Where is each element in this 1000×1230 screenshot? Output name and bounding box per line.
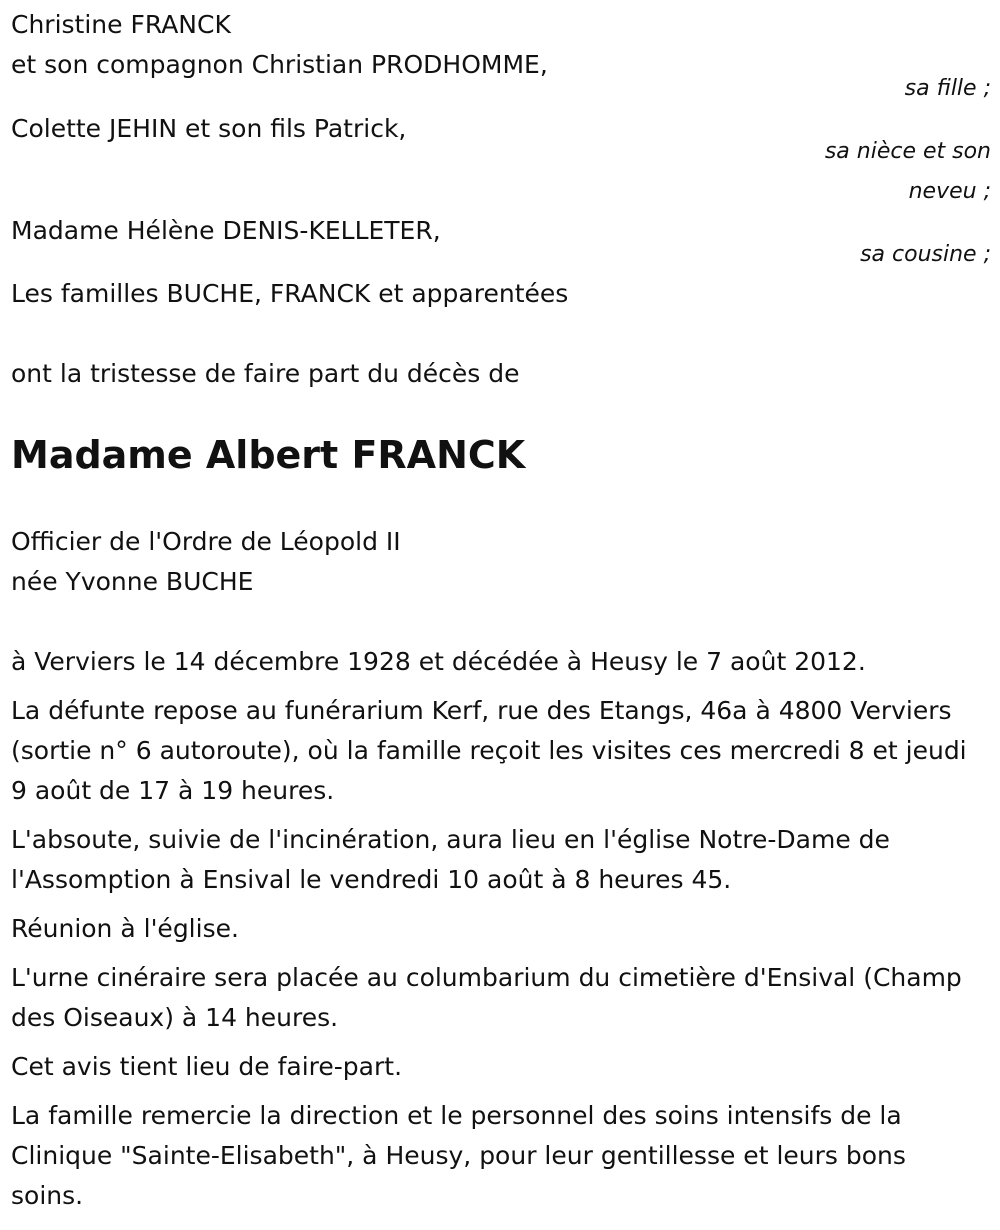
relation-daughter: sa fille ; [904,76,991,101]
family-line-daughter: Christine FRANCK [11,10,231,39]
paragraph-thanks: La famille remercie la direction et le personnel des soins intensifs de la Clinique "Sainte-Elisabeth", à Heusy, pour leur gentillesse et leurs bons soins. [11,1101,906,1210]
paragraph-notice: Cet avis tient lieu de faire-part. [11,1052,403,1081]
paragraph-visits: La défunte repose au funérarium Kerf, rue des Etangs, 46a à 4800 Verviers (sortie n° 6 autoroute), où la famille reçoit les visites ces mercredi 8 et jeudi 9 août de 17 à 19 heures. [11,696,967,805]
relation-cousin: sa cousine ; [860,242,991,267]
notice-body [11,642,971,1216]
paragraph-birth: à Verviers le 14 décembre 1928 et décédée à Heusy le 7 août 2012. [11,647,866,676]
family-line-families: Les familles BUCHE, FRANCK et apparentées [11,279,569,308]
paragraph-meeting: Réunion à l'église. [11,914,239,943]
announcement-text: ont la tristesse de faire part du décès de [11,359,520,388]
relation-niece-nephew-line1: sa nièce et son [824,139,991,164]
family-line-niece: Colette JEHIN et son fils Patrick, [11,114,407,143]
paragraph-urn: L'urne cinéraire sera placée au columbarium du cimetière d'Ensival (Champ des Oiseaux) à 14 heures. [11,963,962,1032]
deceased-title: Officier de l'Ordre de Léopold II [11,527,401,556]
family-line-cousin: Madame Hélène DENIS-KELLETER, [11,216,441,245]
paragraph-ceremony: L'absoute, suivie de l'incinération, aura lieu en l'église Notre-Dame de l'Assomption à Ensival le vendredi 10 août à 8 heures 45. [11,825,890,894]
relation-niece-nephew-line2: neveu ; [908,179,991,204]
deceased-birth-name: née Yvonne BUCHE [11,567,254,596]
deceased-name: Madame Albert FRANCK [11,433,526,477]
family-line-companion: et son compagnon Christian PRODHOMME, [11,50,548,79]
